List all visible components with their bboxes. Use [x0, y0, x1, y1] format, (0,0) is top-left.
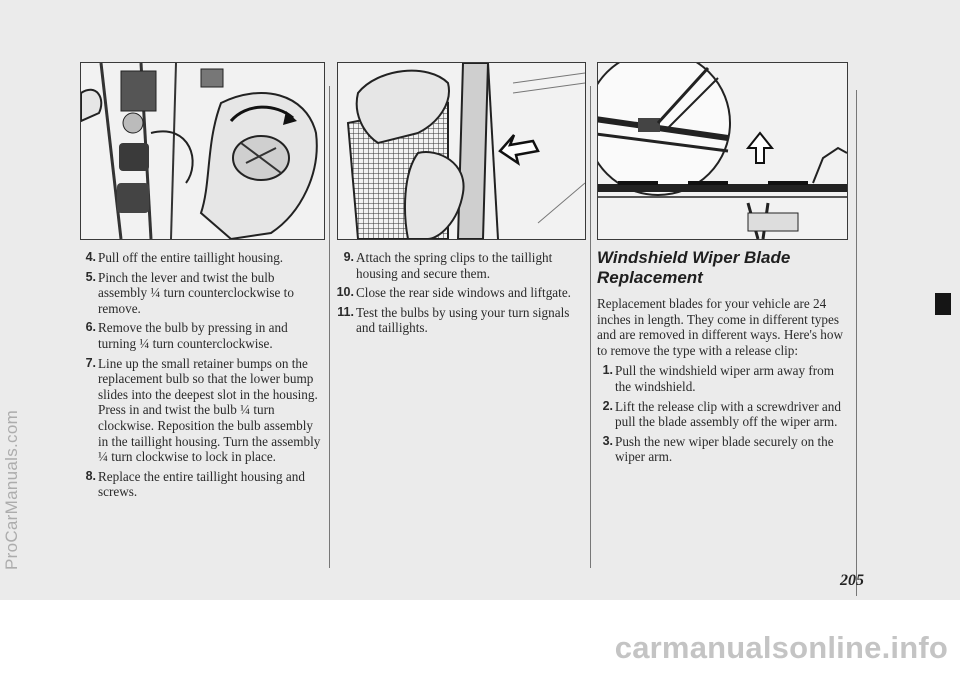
- list-item: [80, 250, 325, 266]
- taillight-steps-continued: [334, 250, 574, 336]
- section-intro: Replacement blades for your vehicle are 24 inches in length. They come in different types and are removed in different ways. Here's how to remove the type with a release clip:: [597, 296, 844, 358]
- list-item: [80, 270, 325, 317]
- step-number: 7 .: [80, 356, 96, 372]
- wiper-clip-icon: [598, 63, 847, 239]
- step-text: Replace the entire taillight housing and screws.: [98, 468, 305, 500]
- step-number: 11 .: [334, 305, 354, 321]
- list-item: [334, 285, 574, 301]
- column-divider: [856, 90, 857, 596]
- step-number: 9 .: [334, 250, 354, 266]
- step-text: Test the bulbs by using your turn signals and taillights.: [356, 304, 570, 336]
- step-number: 6 .: [80, 320, 96, 336]
- page-number: 205: [840, 572, 864, 589]
- list-item: [597, 363, 852, 394]
- bottom-watermark[interactable]: carmanualsonline.info: [614, 630, 948, 665]
- column-divider: [329, 86, 330, 568]
- list-item: [80, 356, 325, 465]
- list-item: [597, 399, 852, 430]
- step-text: Lift the release clip with a screwdriver and pull the blade assembly off the wiper arm.: [615, 398, 841, 430]
- wiper-clip-figure: [597, 62, 848, 240]
- list-item: [334, 250, 574, 281]
- list-item: [80, 469, 325, 500]
- spring-clip-icon: [338, 63, 585, 239]
- step-text: Attach the spring clips to the taillight housing and secure them.: [356, 250, 553, 281]
- list-item: [334, 305, 574, 336]
- right-column: [597, 248, 852, 469]
- taillight-steps: [80, 250, 325, 500]
- step-text: Line up the small retainer bumps on the replacement bulb so that the lower bump slides into the deepest slot in the housing. Press in and twist the bulb ¼ turn clockwise. Reposition the bulb assembly in the taillight housing. Turn the assembly ¼ turn clockwise to lock in place.: [98, 355, 321, 465]
- taillight-bulb-icon: [81, 63, 324, 239]
- list-item: [80, 320, 325, 351]
- middle-column: [334, 250, 574, 340]
- step-number: 4 .: [80, 250, 96, 266]
- step-number: 10 .: [334, 285, 354, 301]
- step-text: Remove the bulb by pressing in and turning ¼ turn counterclockwise.: [98, 320, 288, 351]
- step-text: Close the rear side windows and liftgate.: [356, 285, 571, 301]
- spring-clip-figure: [337, 62, 586, 240]
- step-number: 8 .: [80, 469, 96, 485]
- step-text: Push the new wiper blade securely on the wiper arm.: [615, 433, 834, 465]
- column-divider: [590, 86, 591, 568]
- section-tab-marker: [935, 293, 951, 315]
- step-number: 3 .: [597, 434, 613, 450]
- step-number: 2 .: [597, 399, 613, 415]
- step-number: 5 .: [80, 270, 96, 286]
- step-text: Pull the windshield wiper arm away from the windshield.: [615, 363, 835, 394]
- step-number: 1 .: [597, 363, 613, 379]
- section-heading: Windshield Wiper Blade Replacement: [597, 248, 791, 287]
- side-watermark: [5, 556, 19, 570]
- list-item: [597, 434, 852, 465]
- step-text: Pull off the entire taillight housing.: [98, 250, 284, 265]
- taillight-bulb-figure: [80, 62, 325, 240]
- step-text: Pinch the lever and twist the bulb assembly ¼ turn counterclockwise to remove.: [98, 269, 294, 316]
- wiper-steps: [597, 363, 852, 465]
- left-column: [80, 250, 325, 504]
